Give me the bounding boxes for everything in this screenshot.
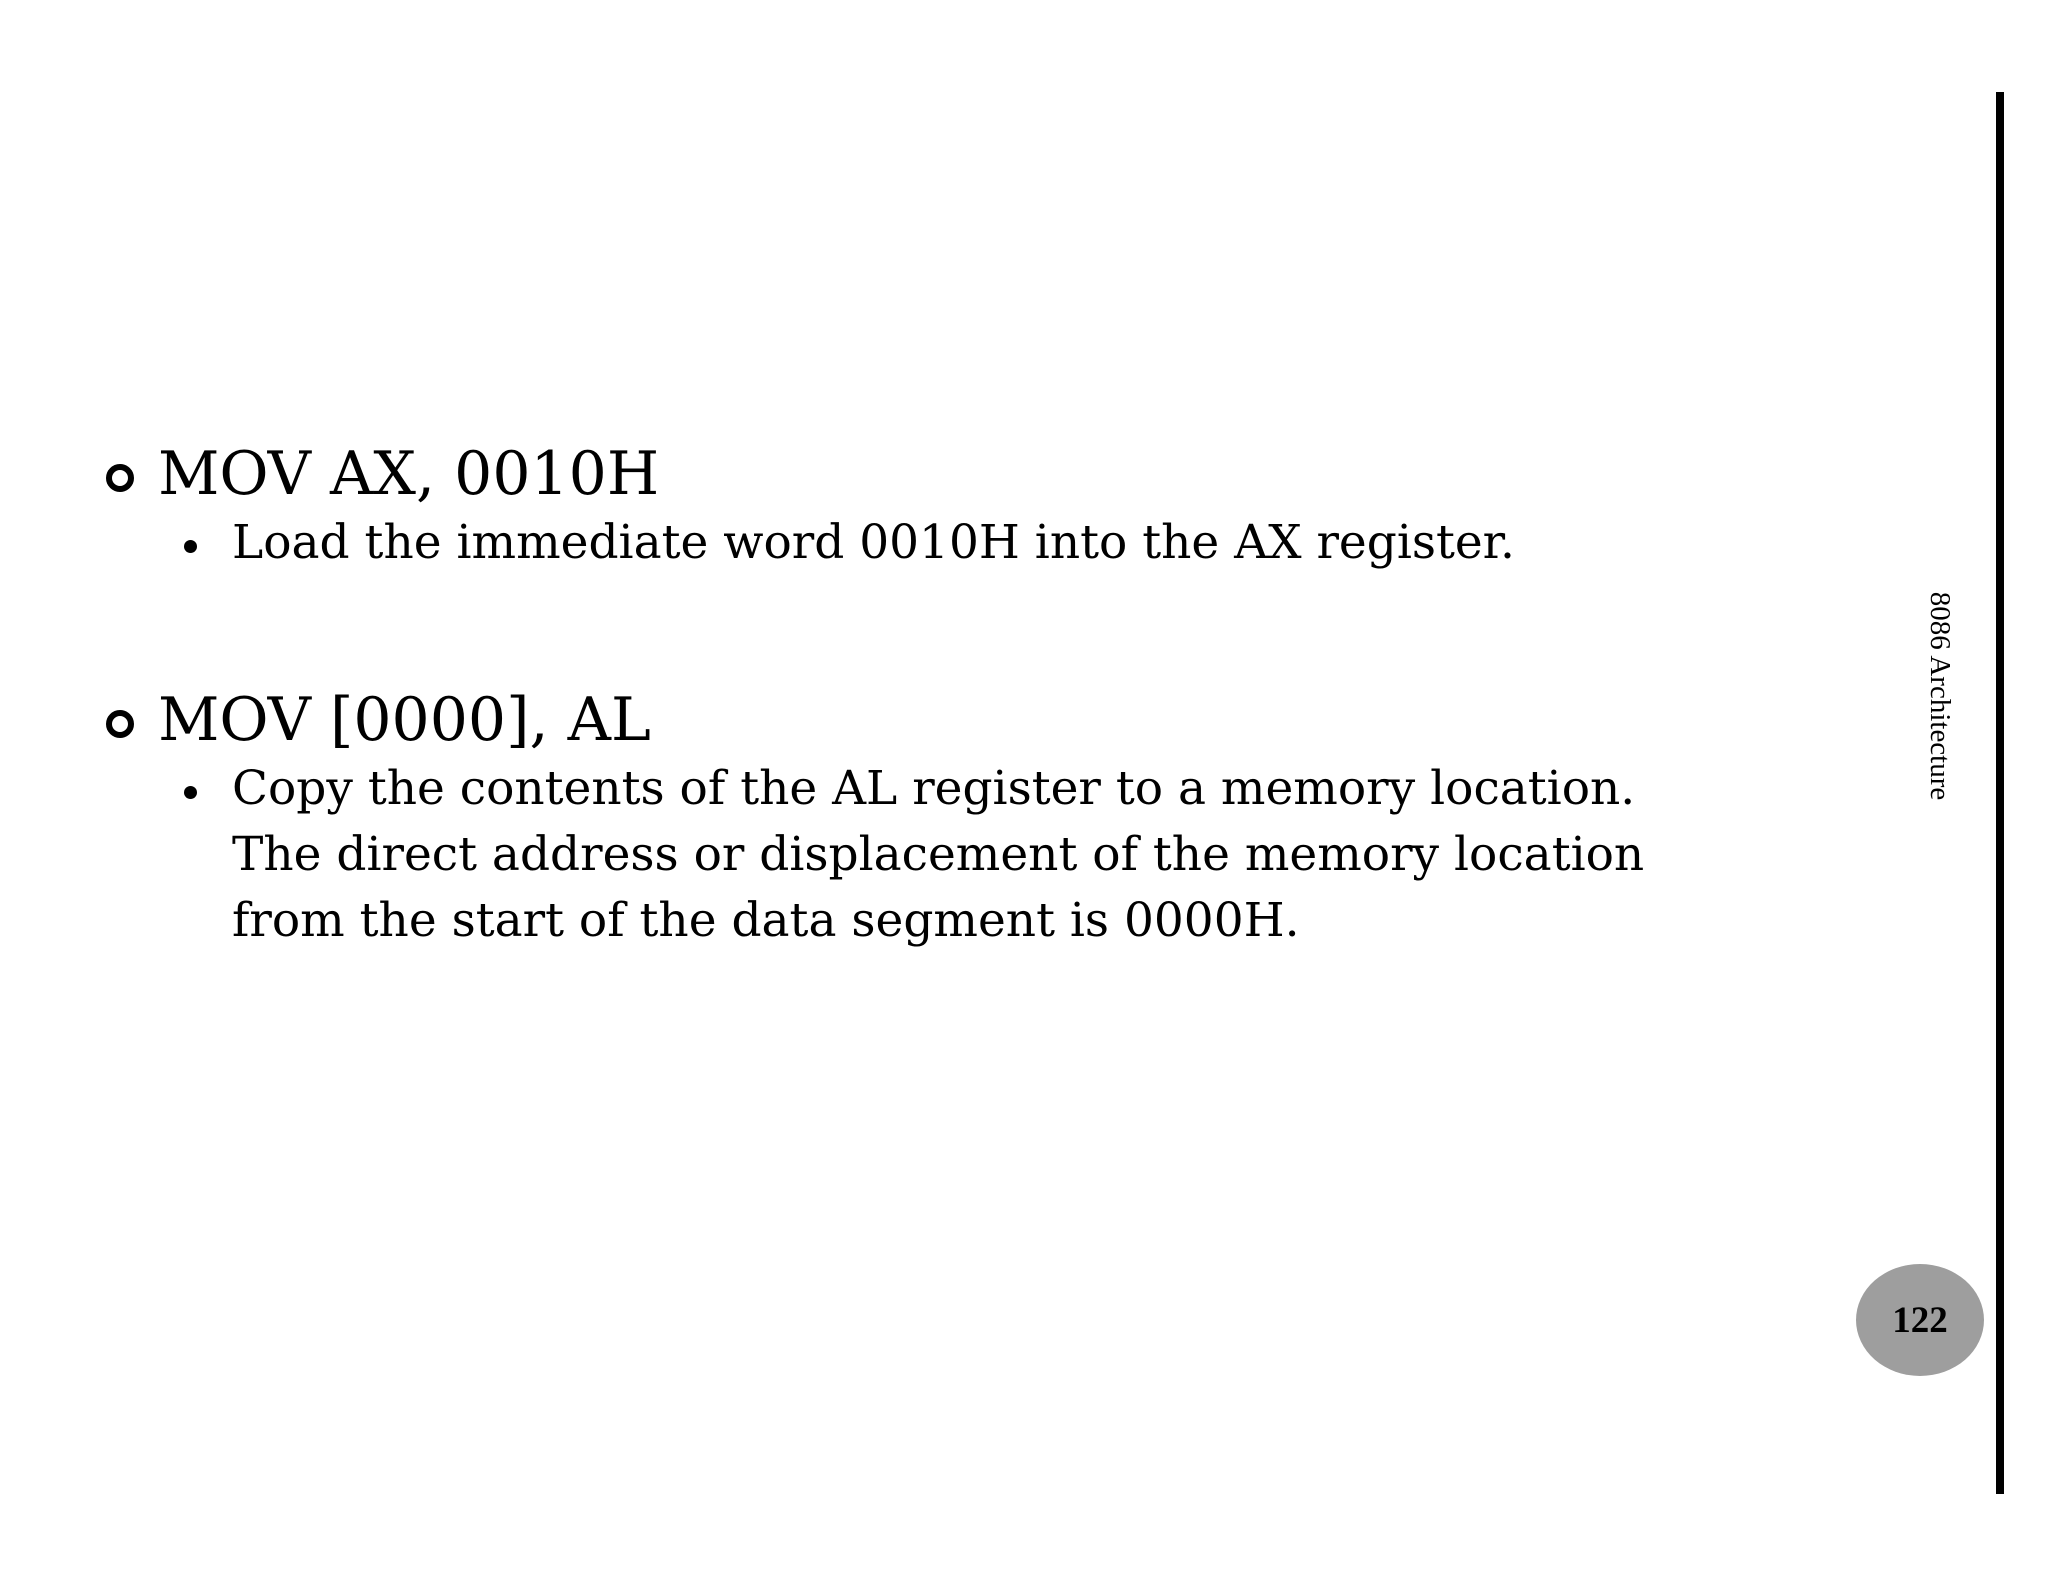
side-section-label: 8086 Architecture — [1924, 591, 1956, 801]
page-number: 122 — [1892, 1299, 1948, 1341]
dot-bullet-icon — [184, 540, 197, 553]
detail-line: The direct address or displacement of the memory location — [232, 827, 1645, 882]
detail-line: Load the immediate word 0010H into the AX register. — [232, 515, 1515, 570]
dot-bullet-icon — [184, 786, 197, 799]
instruction-detail-text — [232, 756, 1644, 954]
page-number-badge — [1856, 1264, 1984, 1376]
hollow-circle-bullet-icon — [106, 710, 134, 738]
instruction-heading: MOV AX, 0010H — [158, 439, 660, 509]
instruction-detail-text — [232, 510, 1515, 576]
vertical-divider — [1996, 92, 2004, 1494]
instruction-heading: MOV [0000], AL — [158, 685, 651, 755]
detail-line: from the start of the data segment is 0000H. — [232, 893, 1300, 948]
hollow-circle-bullet-icon — [106, 464, 134, 492]
detail-line: Copy the contents of the AL register to a memory location. — [232, 761, 1636, 816]
